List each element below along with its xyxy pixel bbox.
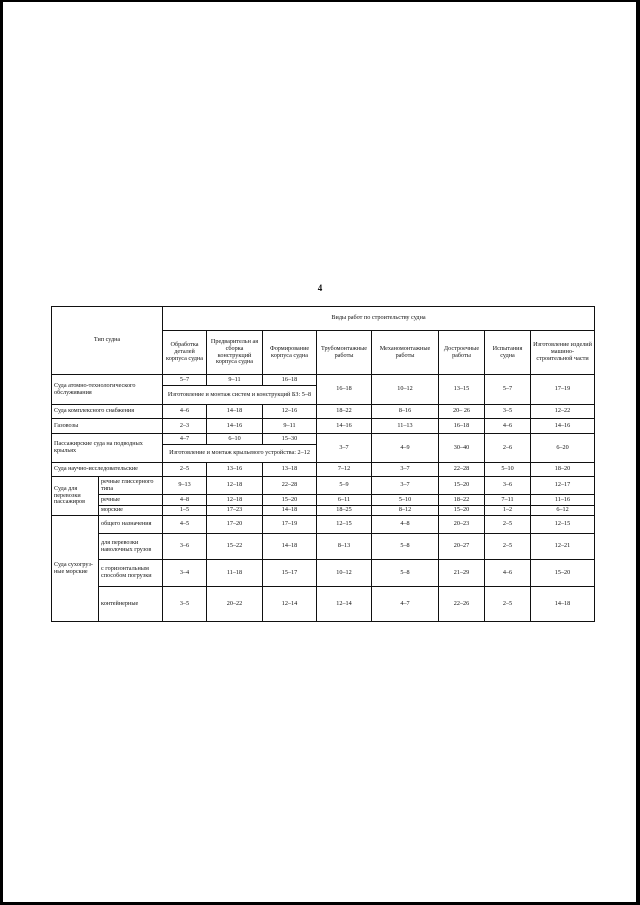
cell: 5–8 (372, 560, 439, 587)
note-cell: Изготовление и монтаж крыльевого устройства: 2–12 (163, 445, 317, 463)
row-label: Суда научно-исследовательские (52, 463, 163, 477)
cell: 4–6 (163, 405, 207, 419)
header-col-4: Трубомонтажные работы (317, 331, 372, 375)
cell: 22–26 (439, 587, 485, 622)
cell: 1–2 (485, 506, 531, 516)
cell: 3–7 (317, 434, 372, 463)
cell: 21–29 (439, 560, 485, 587)
cell: 5–10 (485, 463, 531, 477)
cell: 2–5 (163, 463, 207, 477)
table-row (52, 419, 595, 434)
row-sublabel: морские (99, 506, 163, 516)
cell: 12–15 (317, 516, 372, 534)
cell: 17–23 (207, 506, 263, 516)
cell: 22–28 (263, 477, 317, 495)
cell: 14–16 (317, 419, 372, 434)
cell: 18–22 (317, 405, 372, 419)
cell: 5–9 (317, 477, 372, 495)
cell: 20– 26 (439, 405, 485, 419)
cell: 20–27 (439, 534, 485, 560)
row-group-label: Суда для перевозки пассажиров (52, 477, 99, 516)
cell: 11–16 (531, 495, 595, 506)
cell: 4–7 (372, 587, 439, 622)
table-row (52, 477, 595, 495)
row-sublabel: речные глиссерного типа (99, 477, 163, 495)
row-label: Пассажирские суда на подводных крыльях (52, 434, 163, 463)
cell: 14–18 (263, 506, 317, 516)
cell: 15–22 (207, 534, 263, 560)
cell: 15–20 (531, 560, 595, 587)
scan-edge-top (0, 0, 640, 2)
cell: 8–16 (372, 405, 439, 419)
cell: 4–9 (372, 434, 439, 463)
cell: 4–7 (163, 434, 207, 445)
cell: 16–18 (263, 375, 317, 386)
scan-edge-left (0, 0, 3, 905)
cell: 10–12 (317, 560, 372, 587)
row-label: Газовозы (52, 419, 163, 434)
cell: 16–18 (317, 375, 372, 405)
cell: 14–18 (531, 587, 595, 622)
cell: 15–20 (263, 495, 317, 506)
header-col-1: Обработка деталей корпуса судна (163, 331, 207, 375)
cell: 12–14 (317, 587, 372, 622)
cell: 3–7 (372, 463, 439, 477)
cell: 16–18 (439, 419, 485, 434)
header-col-6: Достроечные работы (439, 331, 485, 375)
cell: 14–18 (263, 534, 317, 560)
cell: 12–18 (207, 495, 263, 506)
cell: 2–5 (485, 516, 531, 534)
cell: 3–5 (485, 405, 531, 419)
cell: 9–11 (207, 375, 263, 386)
cell: 11–18 (207, 560, 263, 587)
cell: 2–5 (485, 534, 531, 560)
cell: 11–13 (372, 419, 439, 434)
cell: 17–19 (263, 516, 317, 534)
header-col-8: Изготовление изделий машино-строительной части (531, 331, 595, 375)
cell: 7–11 (485, 495, 531, 506)
cell: 20–22 (207, 587, 263, 622)
header-col-3: Формирование корпуса судна (263, 331, 317, 375)
cell: 18–22 (439, 495, 485, 506)
cell: 4–6 (485, 419, 531, 434)
cell: 3–6 (485, 477, 531, 495)
cell: 1–5 (163, 506, 207, 516)
cell: 2–6 (485, 434, 531, 463)
cell: 9–13 (163, 477, 207, 495)
row-sublabel: контейнерные (99, 587, 163, 622)
cell: 8–12 (372, 506, 439, 516)
row-label: Суда атомно-технологического обслуживания (52, 375, 163, 405)
cell: 3–7 (372, 477, 439, 495)
cell: 2–5 (485, 587, 531, 622)
cell: 9–11 (263, 419, 317, 434)
table-row (52, 534, 595, 560)
cell: 6–12 (531, 506, 595, 516)
scan-edge-right (636, 0, 640, 905)
table-row (52, 516, 595, 534)
table-row (52, 463, 595, 477)
cell: 12–18 (207, 477, 263, 495)
cell: 15–30 (263, 434, 317, 445)
cell: 7–12 (317, 463, 372, 477)
cell: 15–20 (439, 477, 485, 495)
cell: 6–10 (207, 434, 263, 445)
cell: 20–23 (439, 516, 485, 534)
table-row (52, 587, 595, 622)
page-number: 4 (317, 283, 323, 293)
cell: 22–28 (439, 463, 485, 477)
cell: 12–16 (263, 405, 317, 419)
header-ship-type: Тип судна (52, 307, 163, 375)
table-row (52, 560, 595, 587)
cell: 15–17 (263, 560, 317, 587)
cell: 12–17 (531, 477, 595, 495)
row-sublabel: речные (99, 495, 163, 506)
cell: 14–18 (207, 405, 263, 419)
table-row (52, 405, 595, 419)
cell: 14–16 (207, 419, 263, 434)
cell: 10–12 (372, 375, 439, 405)
row-sublabel: с горизонтальным способом погрузки (99, 560, 163, 587)
work-types-table (51, 306, 595, 622)
header-row-group (52, 307, 595, 331)
cell: 12–22 (531, 405, 595, 419)
cell: 5–8 (372, 534, 439, 560)
cell: 2–3 (163, 419, 207, 434)
cell: 3–4 (163, 560, 207, 587)
cell: 13–15 (439, 375, 485, 405)
cell: 5–7 (485, 375, 531, 405)
header-col-2: Предварительн ая сборка конструкций корпуса судна (207, 331, 263, 375)
row-sublabel: общего назначения (99, 516, 163, 534)
row-sublabel: для перевозки наволочных грузов (99, 534, 163, 560)
cell: 5–10 (372, 495, 439, 506)
cell: 13–16 (207, 463, 263, 477)
header-work-types: Виды работ по строительству судна (163, 307, 595, 331)
cell: 6–20 (531, 434, 595, 463)
cell: 4–8 (372, 516, 439, 534)
header-col-7: Испытания судна (485, 331, 531, 375)
cell: 14–16 (531, 419, 595, 434)
cell: 6–11 (317, 495, 372, 506)
cell: 5–7 (163, 375, 207, 386)
cell: 3–5 (163, 587, 207, 622)
cell: 8–13 (317, 534, 372, 560)
cell: 13–18 (263, 463, 317, 477)
table-row (52, 375, 595, 386)
cell: 4–6 (485, 560, 531, 587)
row-group-label: Суда сухогруз-ные морские (52, 516, 99, 622)
cell: 30–40 (439, 434, 485, 463)
header-col-5: Механомонтажные работы (372, 331, 439, 375)
cell: 18–25 (317, 506, 372, 516)
cell: 17–19 (531, 375, 595, 405)
cell: 12–14 (263, 587, 317, 622)
cell: 12–21 (531, 534, 595, 560)
table-row (52, 434, 595, 445)
cell: 12–15 (531, 516, 595, 534)
table-row (52, 506, 595, 516)
note-cell: Изготовление и монтаж систем и конструкций БЗ: 5–8 (163, 386, 317, 405)
cell: 3–6 (163, 534, 207, 560)
row-label: Суда комплексного снабжения (52, 405, 163, 419)
cell: 4–8 (163, 495, 207, 506)
cell: 4–5 (163, 516, 207, 534)
table-row (52, 495, 595, 506)
cell: 18–20 (531, 463, 595, 477)
cell: 17–20 (207, 516, 263, 534)
cell: 15–20 (439, 506, 485, 516)
